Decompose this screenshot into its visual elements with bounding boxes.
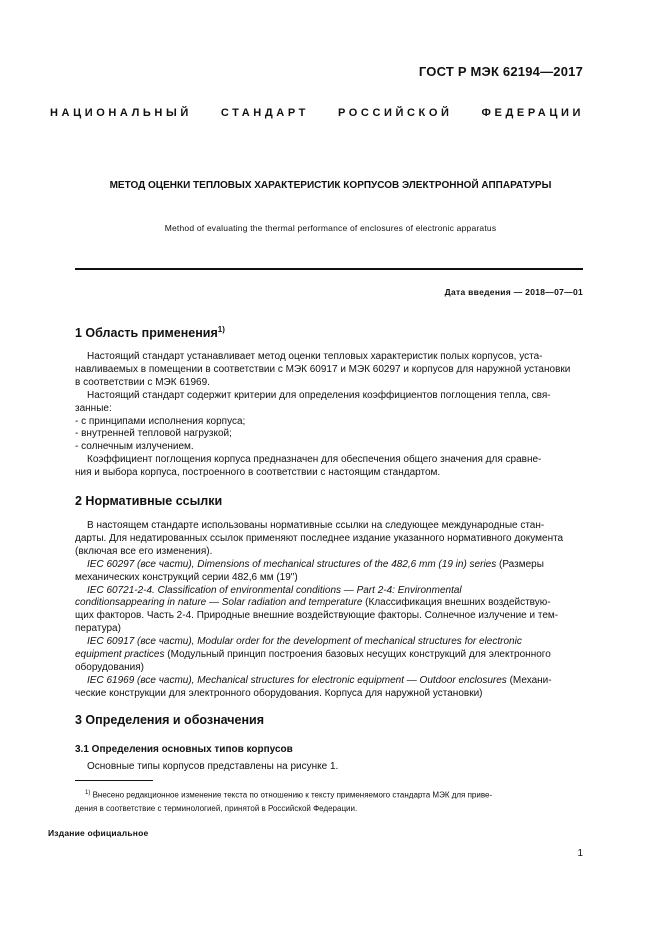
paragraph-line: Настоящий стандарт устанавливает метод оценки тепловых характеристик полых корпусов, уста- (87, 351, 543, 362)
reference-translation: (Механи- (506, 674, 552, 686)
paragraph-line: Основные типы корпусов представлены на рисунке 1. (87, 761, 339, 772)
standard-title-en: Method of evaluating the thermal performance of enclosures of electronic apparatus (164, 223, 497, 233)
paragraph-line: занные: (75, 402, 112, 414)
list-item: - с принципами исполнения корпуса; (75, 415, 246, 427)
paragraph-line: оборудования) (75, 661, 144, 673)
paragraph-line: механических конструкций серии 482,6 мм (19") (75, 571, 298, 583)
reference-title: equipment practices (75, 649, 165, 661)
document-code: ГОСТ Р МЭК 62194—2017 (418, 64, 583, 79)
reference-iec-60917 (75, 636, 583, 649)
paragraph-line: ния и выбора корпуса, построенного в соответствии с настоящим стандартом. (75, 467, 441, 479)
paragraph-line: ческие конструкции для электронного оборудования. Корпуса для наружной установки) (75, 687, 483, 699)
reference-title: IEC 60917 (все части), Modular order for the development of mechanical structures for electronic (87, 636, 522, 648)
paragraph-line: навливаемых в помещении в соответствии с МЭК 60917 и МЭК 60297 и корпусов для наружной установки (75, 363, 571, 375)
footnote-text: Внесено редакционное изменение текста по отношению к тексту применяемого стандарта МЭК для приве- (90, 790, 493, 800)
edition-label: Издание официальное (48, 828, 149, 838)
footnote-line (75, 787, 583, 802)
paragraph-line: (включая все его изменения). (75, 545, 213, 557)
footnote (75, 787, 583, 815)
reference-title: IEC 60721-2-4. Classification of environmental conditions — Part 2-4: Environmental (87, 584, 462, 596)
paragraph-line: В настоящем стандарте использованы нормативные ссылки на следующее международные стан- (87, 520, 545, 531)
paragraph-line: Настоящий стандарт содержит критерии для определения коэффициентов поглощения тепла, свя- (87, 389, 551, 401)
section-1-heading (75, 325, 225, 340)
footnote-divider (75, 780, 153, 781)
reference-iec-60721 (75, 585, 583, 598)
paragraph-line (75, 649, 583, 662)
paragraph-line: щих факторов. Часть 2-4. Природные внешние воздействующие факторы. Солнечное излучение и тем- (75, 610, 559, 622)
list-item: - солнечным излучением. (75, 441, 194, 453)
reference-iec-60297 (75, 559, 583, 572)
section-3-heading: 3 Определения и обозначения (75, 713, 265, 727)
section-2-body (75, 520, 583, 701)
reference-title: conditionsappearing in nature — Solar radiation and temperature (75, 597, 363, 609)
section-1-body (75, 351, 583, 480)
section-3-body (75, 761, 583, 774)
reference-translation: (Классификация внешних воздействую- (362, 597, 551, 609)
reference-iec-61969 (75, 675, 583, 688)
footnote-line: дения в соответствие с терминологией, принятой в Российской Федерации. (75, 803, 358, 813)
page-number: 1 (577, 848, 583, 859)
footnote-marker: 1) (217, 325, 225, 334)
effective-date: Дата введения — 2018—07—01 (444, 287, 583, 297)
paragraph-line: в соответствии с МЭК 61969. (75, 376, 210, 388)
title-divider (75, 268, 583, 270)
standard-title-ru: МЕТОД ОЦЕНКИ ТЕПЛОВЫХ ХАРАКТЕРИСТИК КОРПУСОВ ЭЛЕКТРОННОЙ АППАРАТУРЫ (109, 180, 552, 191)
reference-title: IEC 61969 (все части), Mechanical structures for electronic equipment — Outdoor enclosures (87, 674, 507, 686)
list-item: - внутренней тепловой нагрузкой; (75, 428, 232, 440)
paragraph-line: Коэффициент поглощения корпуса предназначен для обеспечения общего значения для сравне- (87, 454, 542, 466)
section-1-heading-text: 1 Область применения (75, 326, 218, 341)
paragraph-line (75, 597, 583, 610)
national-standard-title: НАЦИОНАЛЬНЫЙ СТАНДАРТ РОССИЙСКОЙ ФЕДЕРАЦИИ (50, 107, 584, 119)
reference-translation: (Модульный принцип построения базовых несущих конструкций для электронного (164, 649, 551, 661)
paragraph-line: пература) (75, 623, 121, 635)
subsection-3-1-heading: 3.1 Определения основных типов корпусов (75, 744, 293, 755)
reference-title: IEC 60297 (все части), Dimensions of mechanical structures of the 482,6 mm (19 in) series (87, 558, 497, 570)
paragraph-line: дарты. Для недатированных ссылок применяют последнее издание указанного нормативного документа (75, 532, 564, 544)
section-2-heading: 2 Нормативные ссылки (75, 494, 223, 508)
reference-translation: (Размеры (496, 558, 544, 570)
footnote-marker: 1) (85, 790, 91, 796)
